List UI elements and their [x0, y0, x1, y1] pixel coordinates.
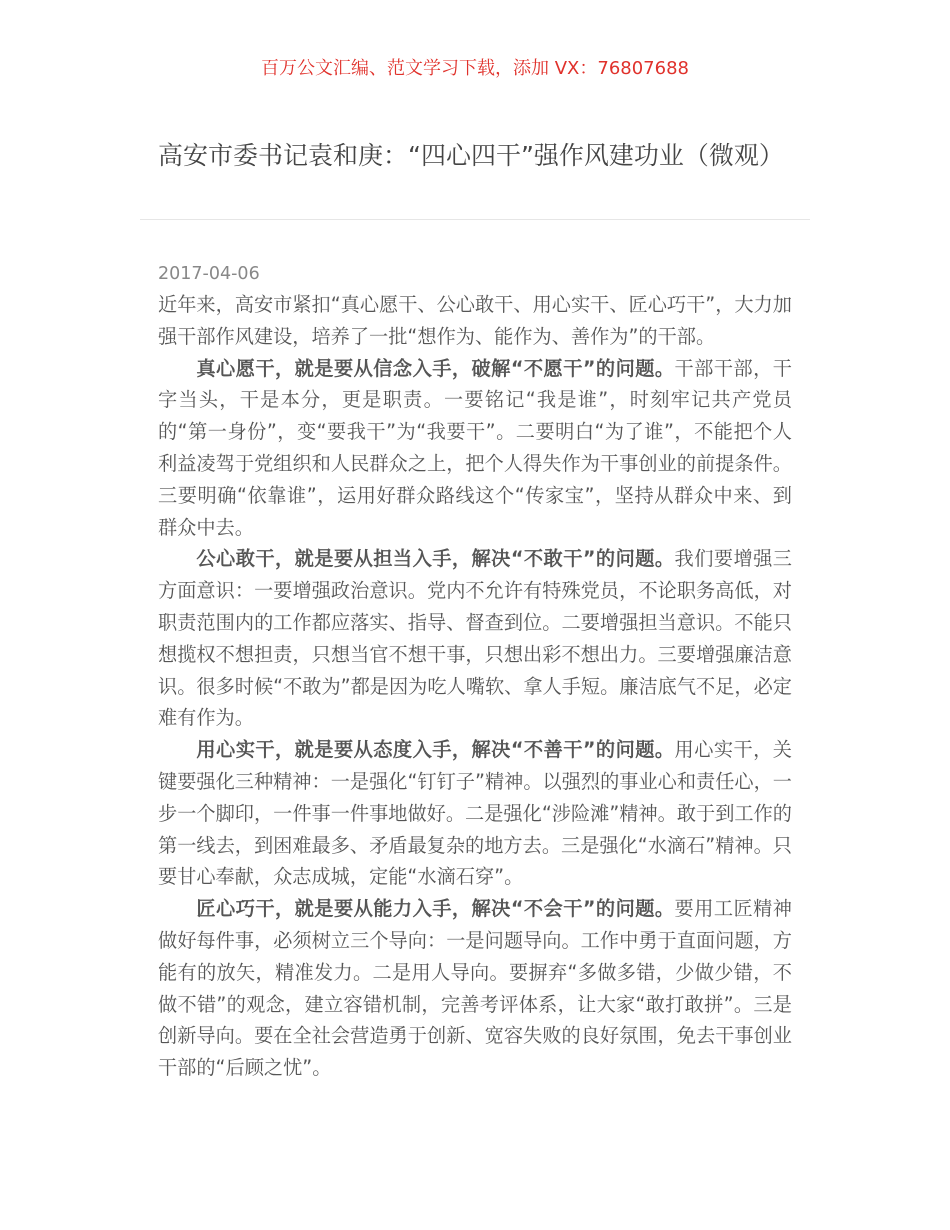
section-paragraph-1	[158, 353, 792, 544]
section-paragraph-2	[158, 543, 792, 734]
article-body	[158, 289, 792, 1084]
section-text: 用心实干，关键要强化三种精神：一是强化“钉钉子”精神。以强烈的事业心和责任心，一步一个脚印，一件事一件事地做好。二是强化“涉险滩”精神。敢于到工作的第一线去，到困难最多、矛盾最复杂的地方去。三是强化“水滴石”精神。只要甘心奉献，众志成城，定能“水滴石穿”。	[158, 738, 792, 889]
section-lead: 公心敢干，就是要从担当入手，解决“不敢干”的问题。	[196, 547, 675, 571]
section-lead: 匠心巧干，就是要从能力入手，解决“不会干”的问题。	[196, 897, 675, 921]
section-text: 我们要增强三方面意识：一要增强政治意识。党内不允许有特殊党员，不论职务高低，对职责范围内的工作都应落实、指导、督查到位。二要增强担当意识。不能只想揽权不想担责，只想当官不想干事，只想出彩不想出力。三要增强廉洁意识。很多时候“不敢为”都是因为吃人嘴软、拿人手短。廉洁底气不足，必定难有作为。	[158, 547, 792, 730]
section-text: 要用工匠精神做好每件事，必须树立三个导向：一是问题导向。工作中勇于直面问题，方能有的放矢，精准发力。二是用人导向。要摒弃“多做多错，少做少错，不做不错”的观念，建立容错机制，完善考评体系，让大家“敢打敢拼”。三是创新导向。要在全社会营造勇于创新、宽容失败的良好氛围，免去干事创业干部的“后顾之忧”。	[158, 897, 792, 1080]
section-lead: 用心实干，就是要从态度入手，解决“不善干”的问题。	[196, 738, 675, 762]
intro-paragraph: 近年来，高安市紧扣“真心愿干、公心敢干、用心实干、匠心巧干”，大力加强干部作风建设，培养了一批“想作为、能作为、善作为”的干部。	[158, 293, 792, 348]
article-title: 高安市委书记袁和庚：“四心四干”强作风建功业（微观）	[158, 141, 784, 170]
section-paragraph-4	[158, 893, 792, 1084]
section-paragraph-3	[158, 734, 792, 893]
publish-date: 2017-04-06	[158, 264, 260, 284]
title-divider	[140, 219, 810, 220]
section-text: 干部干部，干字当头，干是本分，更是职责。一要铭记“我是谁”，时刻牢记共产党员的“第一身份”，变“要我干”为“我要干”。二要明白“为了谁”，不能把个人利益凌驾于党组织和人民群众之上，把个人得失作为干事创业的前提条件。三要明确“依靠谁”，运用好群众路线这个“传家宝”，坚持从群众中来、到群众中去。	[158, 356, 792, 539]
section-lead: 真心愿干，就是要从信念入手，破解“不愿干”的问题。	[196, 356, 675, 380]
promo-banner: 百万公文汇编、范文学习下载，添加 VX：76807688	[261, 58, 689, 79]
